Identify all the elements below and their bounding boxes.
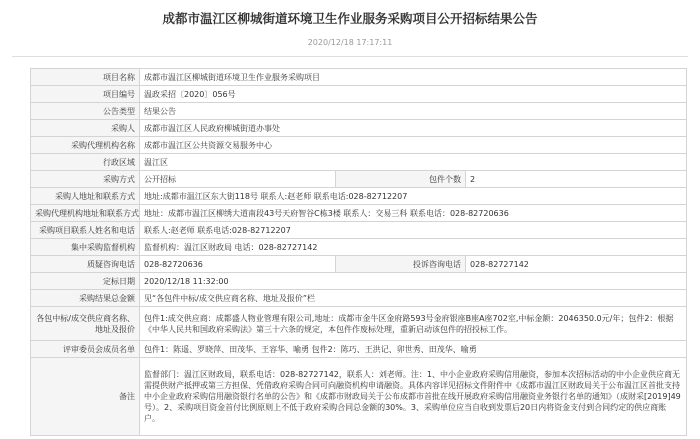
value-winners: 包件1:成交供应商：成都盛人物业管理有限公司,地址：成都市金牛区金府路593号金府银座B座A座702室,中标金额：2046350.0元/年；包件2：根据《中华人民共和国政府采购法》第三十六条的规定，本包件作废标处理，重新启动该包件的招投标工作。 [140,307,687,341]
label-experts: 评审委员会成员名单 [31,341,140,358]
header-divider [12,56,688,57]
value-fixed-time: 2020/12/18 11:32:00 [140,273,687,290]
value-experts: 包件1：陈遥、罗晓萍、田茂华、王容华、喻勇 包件2：陈巧、王洪记、卯世秀、田茂华、喻勇 [140,341,687,358]
label-inquiry-phone: 质疑咨询电话 [31,256,140,273]
value-project-name: 成都市温江区柳城街道环境卫生作业服务采购项目 [140,69,687,86]
row-region [31,154,687,171]
label-project-name: 项目名称 [31,69,140,86]
publish-datetime: 2020/12/18 17:17:11 [307,38,393,47]
label-supervisor: 集中采购监督机构 [31,239,140,256]
label-region: 行政区域 [31,154,140,171]
label-package-count: 包件个数 [336,171,466,188]
label-buyer: 采购人 [31,120,140,137]
value-buyer-contact: 地址:成都市温江区东大街118号 联系人:赵老师 联系电话:028-82712207 [140,188,687,205]
row-fixed-time [31,273,687,290]
row-agency [31,137,687,154]
value-complaint-phone: 028-82727142 [466,256,687,273]
label-notice-type: 公告类型 [31,103,140,120]
value-method: 公开招标 [140,171,336,188]
value-inquiry-phone: 028-82720636 [140,256,336,273]
label-method: 采购方式 [31,171,140,188]
row-project-contact [31,222,687,239]
value-project-no: 温政采招〔2020〕056号 [140,86,687,103]
value-notice-type: 结果公告 [140,103,687,120]
value-project-contact: 联系人:赵老师 联系电话:028-82712207 [140,222,687,239]
value-buyer: 成都市温江区人民政府柳城街道办事处 [140,120,687,137]
row-total-amount [31,290,687,307]
row-inquiry-phone [31,256,687,273]
row-winners [31,307,687,341]
label-agency: 采购代理机构名称 [31,137,140,154]
label-winners-line2: 地址及报价 [95,324,135,334]
label-total-amount: 采购结果总金额 [31,290,140,307]
label-project-contact: 采购项目联系人姓名和电话 [31,222,140,239]
label-winners-line1: 各包中标/成交供应商名称、 [36,313,135,323]
label-remarks: 备注 [31,358,140,436]
label-winners [31,307,140,341]
value-total-amount: 见“各包件中标/成交供应商名称、地址及报价”栏 [140,290,687,307]
label-fixed-time: 定标日期 [31,273,140,290]
value-agency: 成都市温江区公共资源交易服务中心 [140,137,687,154]
label-buyer-contact: 采购人地址和联系方式 [31,188,140,205]
value-supervisor: 监督机构：温江区财政局 电话：028-82727142 [140,239,687,256]
value-region: 温江区 [140,154,687,171]
row-supervisor [31,239,687,256]
row-project-no [31,86,687,103]
row-notice-type [31,103,687,120]
label-agency-contact: 采购代理机构地址和联系方式 [31,205,140,222]
row-buyer [31,120,687,137]
row-buyer-contact [31,188,687,205]
row-project-name [31,69,687,86]
value-agency-contact: 地址：成都市温江区柳绣大道南段43号天府智谷C栋3楼 联系人：交易三科 联系电话：028-82720636 [140,205,687,222]
row-method [31,171,687,188]
row-agency-contact [31,205,687,222]
page-title: 成都市温江区柳城街道环境卫生作业服务采购项目公开招标结果公告 [162,11,538,26]
row-experts [31,341,687,358]
value-remarks: 监督部门：温江区财政局，联系电话：028-82727142，联系人：刘老师。注：1、中小企业政府采购信用融资，参加本次招标活动的中小企业供应商无需提供财产抵押或第三方担保、凭借政府采购合同可向融资机构申请融资。具体内容详见招标文件附件中《成都市温江区财政局关于公布温江区首批支持中小企业政府采购信用融资银行名单的公告》和《成都市财政局关于公布成都市首批在线开展政府采购信用融资业务银行名单的通知》（成财采[2019]49号）。2、采购项目资金首付比例原则上不低于政府采购合同总金额的30%。3、采购单位应当自收到发票后20日内将资金支付到合同约定的供应商账户。 [140,358,687,436]
row-remarks [31,358,687,436]
announcement-table [30,68,687,436]
label-project-no: 项目编号 [31,86,140,103]
label-complaint-phone: 投诉咨询电话 [336,256,466,273]
value-package-count: 2 [466,171,687,188]
